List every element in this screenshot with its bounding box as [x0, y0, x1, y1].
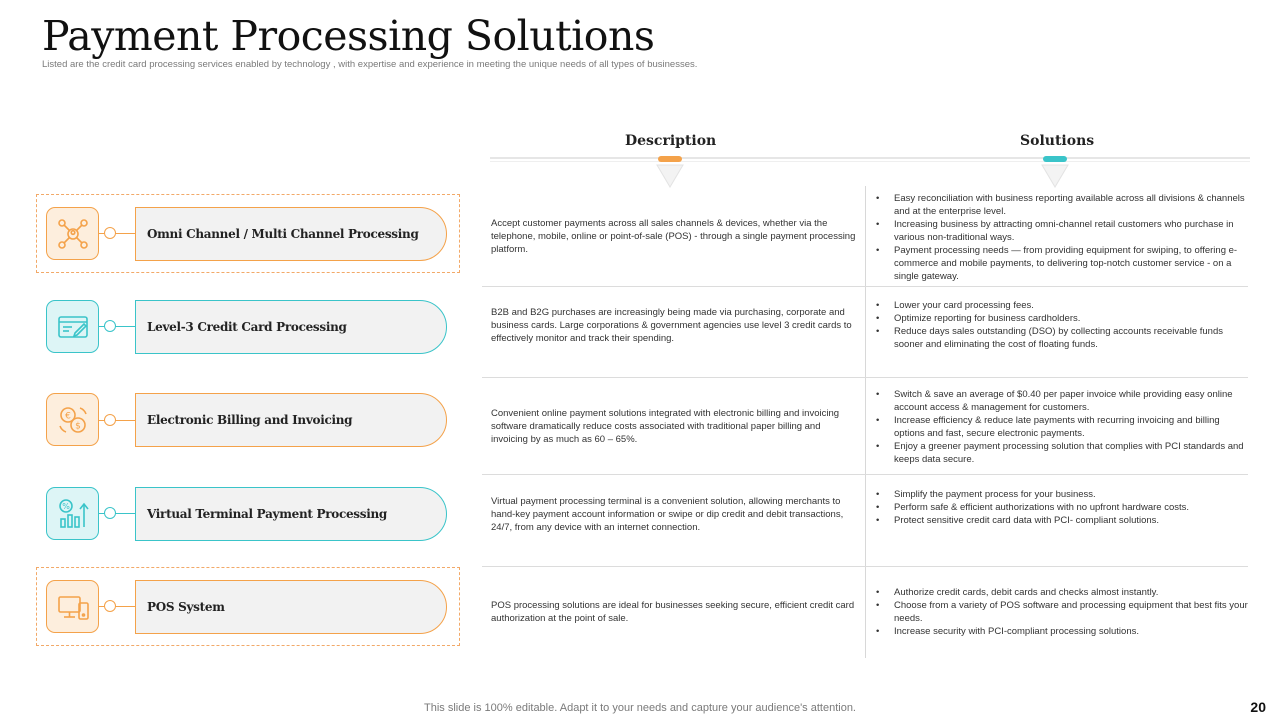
connector-dot — [104, 600, 116, 612]
row-description: Virtual payment processing terminal is a convenient solution, allowing merchants to hand-key payment account information or swipe or dip credit and debit transactions, 24/7, from any device with an internet connection. — [491, 496, 844, 533]
service-card-level-3[interactable] — [135, 300, 447, 354]
solutions-list — [873, 586, 1248, 638]
svg-text:€: € — [64, 411, 71, 421]
svg-text:$: $ — [74, 421, 81, 431]
list-item: • Payment processing needs — from providing equipment for swiping, to offering e-commerce and mobile payments, to delivering top-notch customer service - on a single gateway. — [873, 244, 1248, 283]
row-divider — [482, 474, 1248, 475]
row-divider — [482, 566, 1248, 567]
header-rule — [490, 157, 1250, 159]
page-number: 20 — [1250, 699, 1266, 715]
connector-dot — [104, 507, 116, 519]
service-card-electronic-billing[interactable] — [135, 393, 447, 447]
connector-dot — [104, 414, 116, 426]
list-item: • Perform safe & efficient authorizations with no upfront hardware costs. — [873, 501, 1248, 514]
solutions-list — [873, 488, 1248, 527]
solutions-list — [873, 192, 1248, 283]
list-item: • Simplify the payment process for your business. — [873, 488, 1248, 501]
solutions-list — [873, 299, 1248, 351]
list-item: • Authorize credit cards, debit cards and checks almost instantly. — [873, 586, 1248, 599]
connector-dot — [104, 320, 116, 332]
service-card-virtual-terminal[interactable] — [135, 487, 447, 541]
currency-exchange-icon — [46, 393, 99, 446]
solutions-marker — [1043, 156, 1067, 162]
connector-dot — [104, 227, 116, 239]
service-label: Virtual Terminal Payment Processing — [147, 507, 387, 521]
list-item: • Lower your card processing fees. — [873, 299, 1248, 312]
service-label: Level-3 Credit Card Processing — [147, 320, 347, 334]
service-label: POS System — [147, 600, 225, 614]
solutions-list — [873, 388, 1248, 466]
credit-card-document-icon — [46, 300, 99, 353]
service-label: Electronic Billing and Invoicing — [147, 413, 353, 427]
list-item: • Easy reconciliation with business reporting available across all divisions & channels and at the enterprise level. — [873, 192, 1248, 218]
row-description: Convenient online payment solutions integrated with electronic billing and invoicing software dramatically reduce costs associated with traditional paper billing and invoicing by as much as 60 – 65%. — [491, 408, 840, 445]
network-icon — [46, 207, 99, 260]
pos-devices-icon — [46, 580, 99, 633]
service-label: Omni Channel / Multi Channel Processing — [147, 227, 419, 241]
column-header-solutions: Solutions — [1020, 133, 1095, 149]
description-marker — [658, 156, 682, 162]
row-description: B2B and B2G purchases are increasingly being made via purchasing, corporate and business cards. Large corporations & government agencies use level 3 credit cards to effectively monitor and track their spending. — [491, 307, 852, 344]
svg-text:%: % — [61, 501, 70, 511]
column-divider — [865, 186, 866, 658]
description-pointer-icon — [655, 163, 685, 189]
row-description: POS processing solutions are ideal for businesses seeking secure, efficient credit card authorization at the point of sale. — [491, 600, 855, 624]
list-item: • Enjoy a greener payment processing solution that complies with PCI standards and keeps data secure. — [873, 440, 1248, 466]
slide-title: Payment Processing Solutions — [42, 12, 655, 60]
service-card-pos-system[interactable] — [135, 580, 447, 634]
footer-note: This slide is 100% editable. Adapt it to your needs and capture your audience's attention. — [424, 702, 856, 714]
list-item: • Optimize reporting for business cardholders. — [873, 312, 1248, 325]
list-item: • Increase security with PCI-compliant processing solutions. — [873, 625, 1248, 638]
list-item: • Reduce days sales outstanding (DSO) by collecting accounts receivable funds sooner and eliminating the cost of floating funds. — [873, 325, 1248, 351]
row-divider — [482, 286, 1248, 287]
column-header-description: Description — [625, 133, 717, 149]
list-item: • Increasing business by attracting omni-channel retail customers who purchase in various non-traditional ways. — [873, 218, 1248, 244]
solutions-pointer-icon — [1040, 163, 1070, 189]
list-item: • Choose from a variety of POS software and processing equipment that best fits your needs. — [873, 599, 1248, 625]
slide-subtitle: Listed are the credit card processing services enabled by technology , with expertise and experience in meeting the unique needs of all types of businesses. — [42, 59, 698, 70]
list-item: • Protect sensitive credit card data with PCI- compliant solutions. — [873, 514, 1248, 527]
row-divider — [482, 377, 1248, 378]
header-rule-shadow — [490, 161, 1250, 162]
list-item: • Increase efficiency & reduce late payments with recurring invoicing and billing options and fast, secure electronic payments. — [873, 414, 1248, 440]
row-description: Accept customer payments across all sales channels & devices, whether via the telephone, mobile, online or point-of-sale (POS) - through a single payment processing platform. — [491, 218, 856, 255]
list-item: • Switch & save an average of $0.40 per paper invoice while providing easy online account access & management for customers. — [873, 388, 1248, 414]
service-card-omni-channel[interactable] — [135, 207, 447, 261]
percent-growth-chart-icon — [46, 487, 99, 540]
